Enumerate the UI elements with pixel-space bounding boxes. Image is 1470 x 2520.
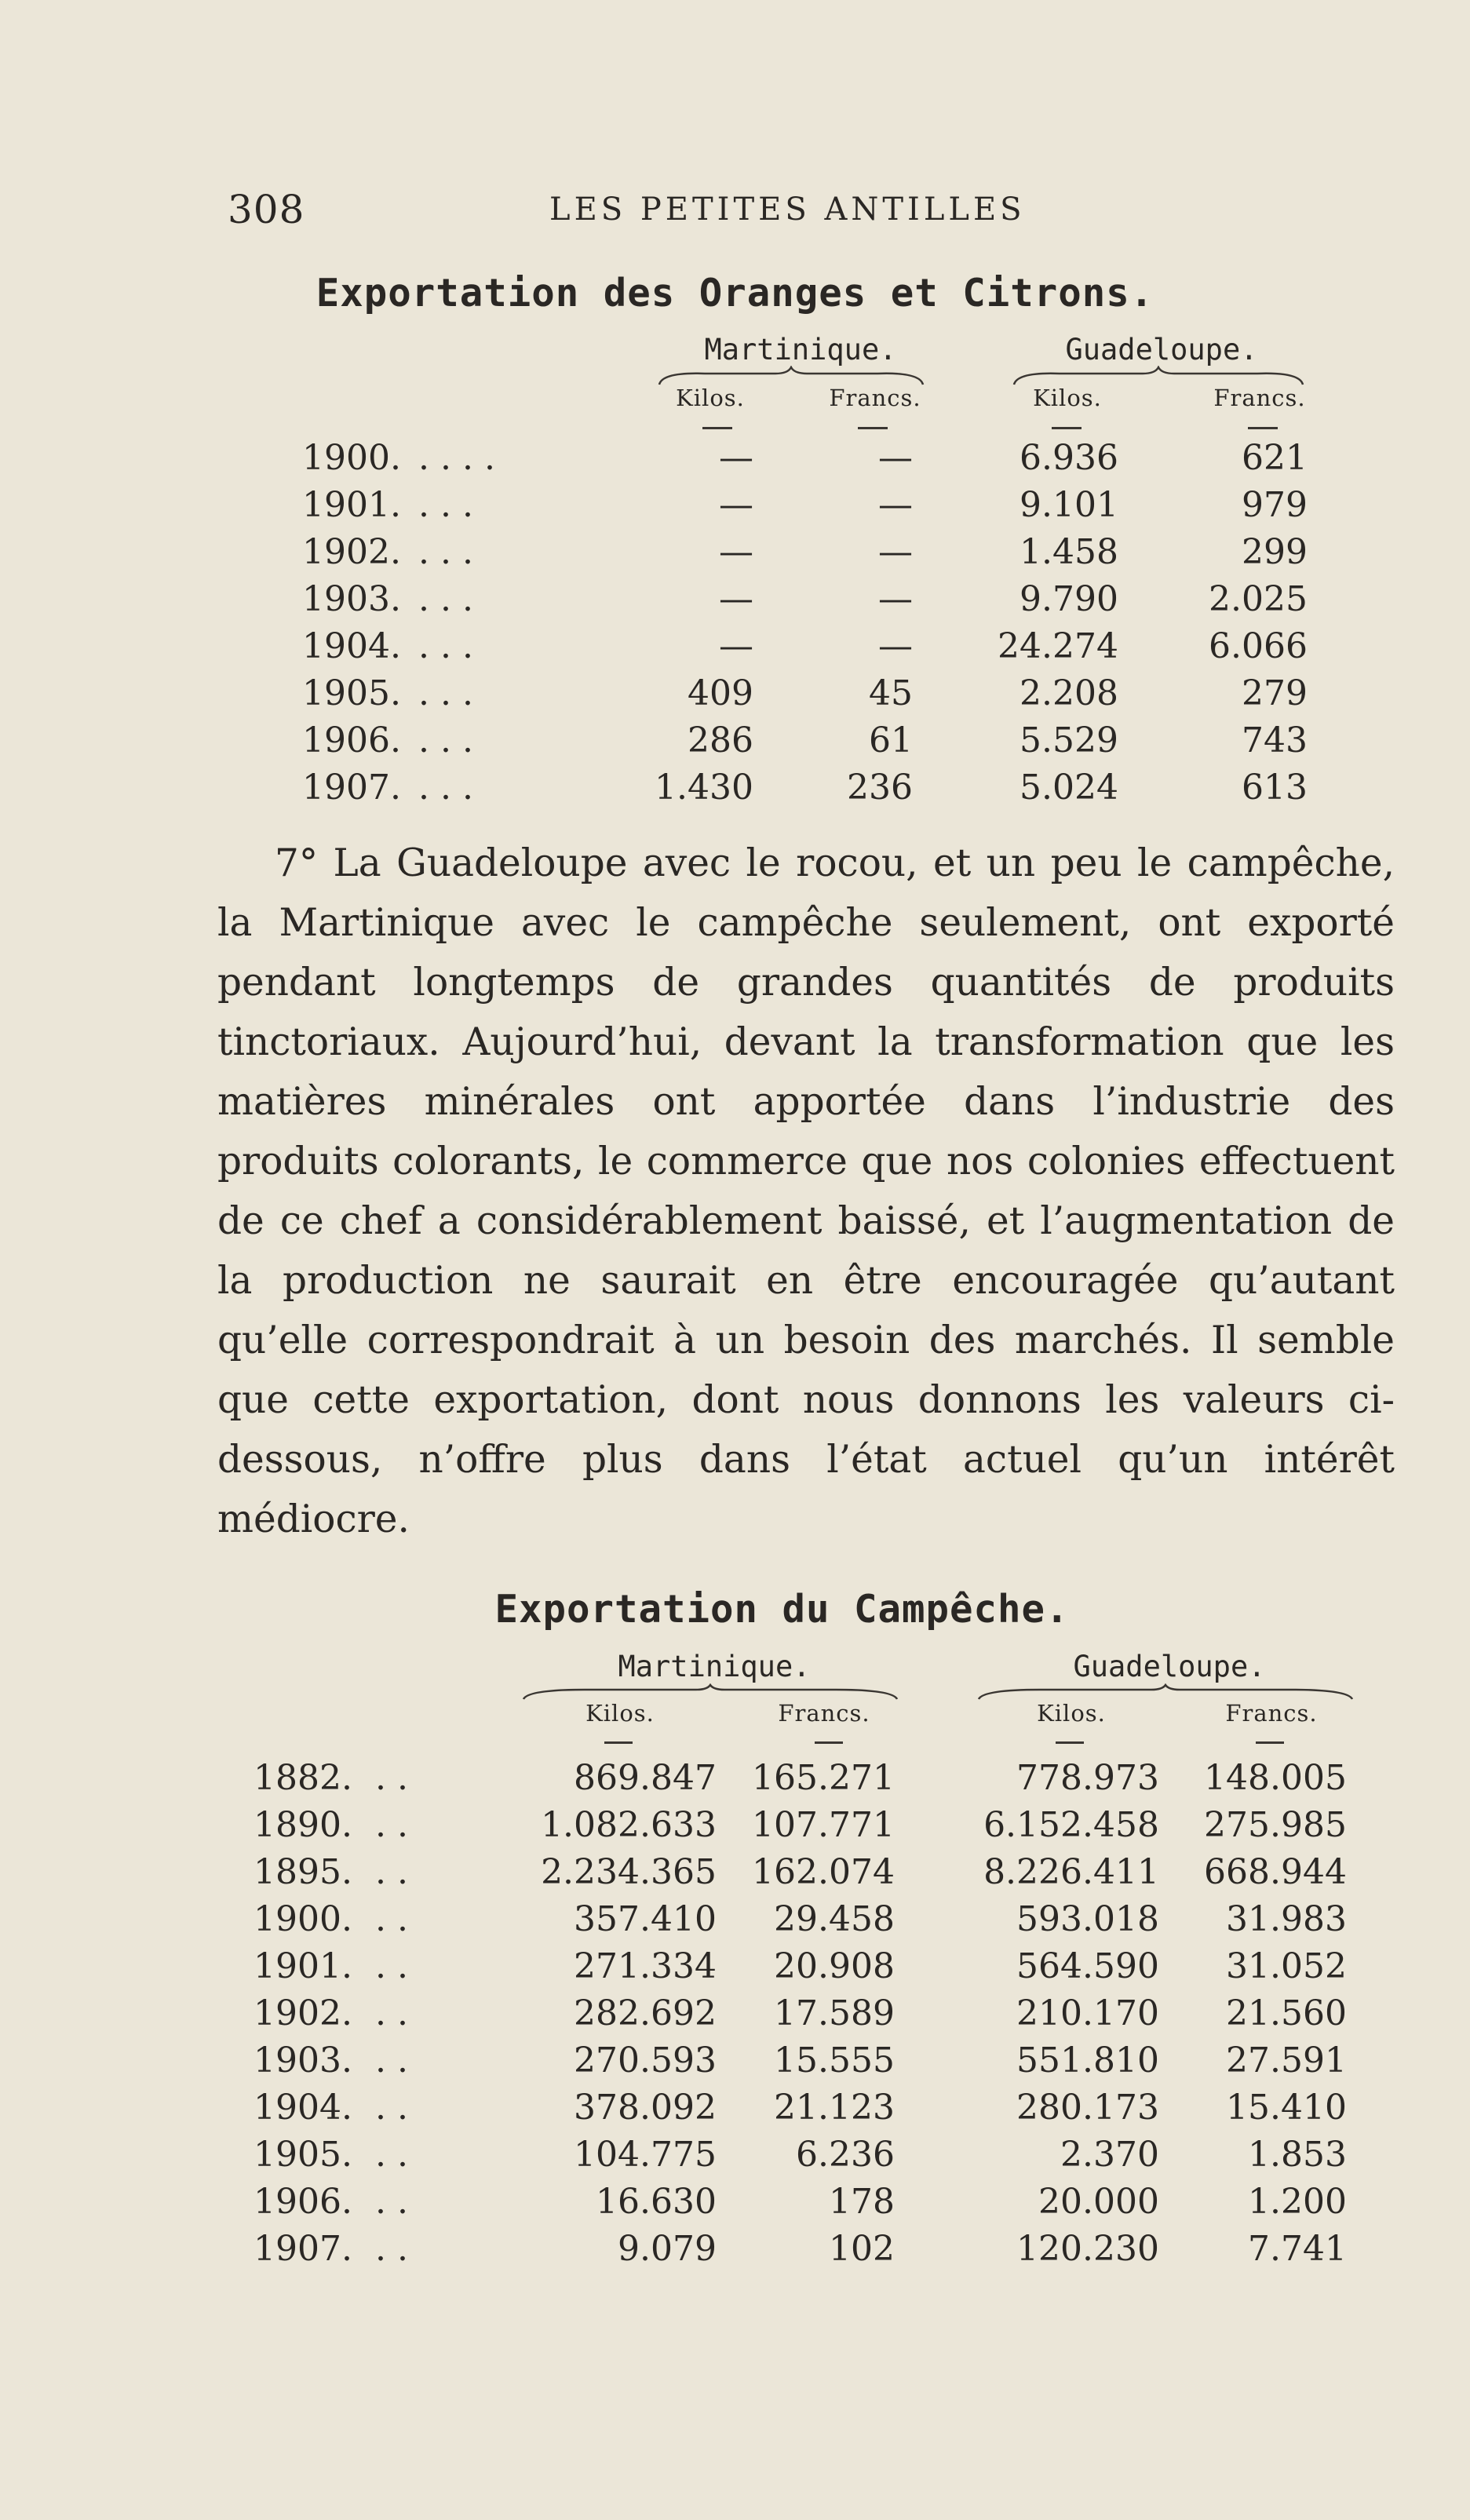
table-cell-year: 1900. <box>254 1899 352 1939</box>
table-cell-guadeloupe-francs: 613 <box>1242 768 1308 808</box>
table-row <box>0 1758 1470 1805</box>
table-row <box>0 2135 1470 2182</box>
table-cell-martinique-francs: 15.555 <box>774 2040 895 2081</box>
table1-body <box>0 438 1470 815</box>
table-cell-dots: .. <box>375 2182 419 2222</box>
table-cell-dots: ... <box>418 673 484 713</box>
table1-unit-guadeloupe-francs: Francs. <box>1213 385 1306 411</box>
table-row <box>0 1852 1470 1899</box>
table-cell-guadeloupe-francs: 621 <box>1242 438 1308 478</box>
table-cell-martinique-kilos: — <box>719 532 753 572</box>
table1-title: Exportation des Oranges et Citrons. <box>316 271 1154 315</box>
table-cell-guadeloupe-francs: 27.591 <box>1226 2040 1347 2081</box>
page-number: 308 <box>228 187 305 232</box>
table-cell-guadeloupe-francs: 279 <box>1242 673 1308 713</box>
table-row <box>0 1946 1470 1993</box>
table-cell-martinique-francs: — <box>878 532 913 572</box>
table1-rule-mf <box>858 427 888 429</box>
table-cell-martinique-francs: 236 <box>847 768 913 808</box>
table-cell-guadeloupe-kilos: 564.590 <box>1016 1946 1159 1986</box>
table-cell-guadeloupe-francs: 31.052 <box>1226 1946 1347 1986</box>
table-cell-dots: ... <box>418 579 484 619</box>
table-cell-dots: .. <box>375 1805 419 1845</box>
table2-colony-guadeloupe: Guadeloupe. <box>1073 1650 1266 1683</box>
table-cell-guadeloupe-kilos: 5.529 <box>1020 720 1118 760</box>
table-cell-guadeloupe-kilos: 20.000 <box>1038 2182 1159 2222</box>
table-cell-guadeloupe-kilos: 120.230 <box>1016 2229 1159 2269</box>
table-cell-guadeloupe-francs: 7.741 <box>1248 2229 1347 2269</box>
table-cell-dots: ... <box>418 532 484 572</box>
table-cell-martinique-francs: 21.123 <box>774 2088 895 2128</box>
table-cell-year: 1907. <box>302 768 401 808</box>
table-cell-martinique-francs: 29.458 <box>774 1899 895 1939</box>
running-head <box>228 187 1122 242</box>
table-cell-martinique-kilos: — <box>719 485 753 525</box>
table-cell-guadeloupe-kilos: 778.973 <box>1016 1758 1159 1798</box>
table-cell-guadeloupe-francs: 275.985 <box>1204 1805 1347 1845</box>
table-cell-dots: ... <box>418 720 484 760</box>
table-cell-martinique-kilos: — <box>719 438 753 478</box>
table-row <box>0 673 1470 720</box>
table2-rule-gk <box>1056 1741 1084 1744</box>
table-cell-dots: .... <box>418 438 506 478</box>
table-cell-martinique-francs: 20.908 <box>774 1946 895 1986</box>
table-cell-guadeloupe-kilos: 24.274 <box>998 626 1118 666</box>
table-cell-martinique-francs: 61 <box>869 720 913 760</box>
table-row <box>0 532 1470 579</box>
table-cell-dots: .. <box>375 1899 419 1939</box>
table-cell-year: 1905. <box>302 673 401 713</box>
table-cell-martinique-francs: — <box>878 485 913 525</box>
table-cell-guadeloupe-francs: 31.983 <box>1226 1899 1347 1939</box>
table2-unit-guadeloupe-kilos: Kilos. <box>1037 1700 1106 1727</box>
table1-rule-mk <box>702 427 732 429</box>
table-cell-martinique-kilos: 286 <box>688 720 753 760</box>
table-cell-year: 1904. <box>302 626 401 666</box>
table-cell-dots: .. <box>375 2135 419 2175</box>
table-cell-year: 1907. <box>254 2229 352 2269</box>
table-cell-year: 1906. <box>254 2182 352 2222</box>
table-cell-guadeloupe-kilos: 551.810 <box>1016 2040 1159 2081</box>
table-row <box>0 2182 1470 2229</box>
table-row <box>0 2040 1470 2088</box>
table-row <box>0 1899 1470 1946</box>
table-cell-guadeloupe-kilos: 9.101 <box>1020 485 1118 525</box>
table-cell-martinique-kilos: 1.430 <box>655 768 753 808</box>
table-row <box>0 1993 1470 2040</box>
table-cell-martinique-kilos: 1.082.633 <box>541 1805 717 1845</box>
table-cell-martinique-francs: 45 <box>869 673 913 713</box>
table-cell-guadeloupe-francs: 148.005 <box>1204 1758 1347 1798</box>
table-row <box>0 2229 1470 2276</box>
table-cell-guadeloupe-francs: 2.025 <box>1209 579 1308 619</box>
table-cell-year: 1895. <box>254 1852 352 1892</box>
table-cell-year: 1900. <box>302 438 401 478</box>
table-cell-martinique-francs: 17.589 <box>774 1993 895 2033</box>
table-cell-dots: .. <box>375 1758 419 1798</box>
table1-colony-martinique: Martinique. <box>704 333 897 367</box>
table-cell-year: 1902. <box>254 1993 352 2033</box>
table-row <box>0 626 1470 673</box>
table-cell-guadeloupe-francs: 1.200 <box>1248 2182 1347 2222</box>
table-cell-martinique-kilos: 282.692 <box>574 1993 717 2033</box>
table-cell-martinique-francs: 102 <box>829 2229 895 2269</box>
table-cell-year: 1901. <box>302 485 401 525</box>
table2-unit-guadeloupe-francs: Francs. <box>1225 1700 1318 1727</box>
table-cell-martinique-francs: — <box>878 626 913 666</box>
table-cell-dots: ... <box>418 485 484 525</box>
table-cell-dots: .. <box>375 1946 419 1986</box>
table-cell-year: 1903. <box>254 2040 352 2081</box>
table-cell-martinique-kilos: 409 <box>688 673 753 713</box>
table-cell-martinique-kilos: 271.334 <box>574 1946 717 1986</box>
table-cell-martinique-kilos: 16.630 <box>596 2182 717 2222</box>
table-cell-martinique-kilos: 357.410 <box>574 1899 717 1939</box>
table-cell-martinique-kilos: — <box>719 579 753 619</box>
table2-colony-martinique: Martinique. <box>618 1650 811 1683</box>
table-cell-year: 1890. <box>254 1805 352 1845</box>
table2-rule-gf <box>1256 1741 1284 1744</box>
table-cell-dots: .. <box>375 2040 419 2081</box>
table-cell-martinique-kilos: 869.847 <box>574 1758 717 1798</box>
table-row <box>0 438 1470 485</box>
table-cell-martinique-francs: 165.271 <box>752 1758 895 1798</box>
table-cell-guadeloupe-kilos: 8.226.411 <box>983 1852 1159 1892</box>
table2-rule-mk <box>604 1741 633 1744</box>
table2-unit-martinique-kilos: Kilos. <box>585 1700 655 1727</box>
table-cell-guadeloupe-kilos: 280.173 <box>1016 2088 1159 2128</box>
table-row <box>0 720 1470 768</box>
table1-unit-martinique-francs: Francs. <box>829 385 921 411</box>
table-cell-dots: .. <box>375 2229 419 2269</box>
table-cell-guadeloupe-kilos: 210.170 <box>1016 1993 1159 2033</box>
table-cell-martinique-kilos: 270.593 <box>574 2040 717 2081</box>
table2-body <box>0 1758 1470 2276</box>
table-row <box>0 768 1470 815</box>
table-row <box>0 485 1470 532</box>
table-cell-guadeloupe-francs: 15.410 <box>1226 2088 1347 2128</box>
table-cell-guadeloupe-francs: 668.944 <box>1204 1852 1347 1892</box>
table-cell-guadeloupe-kilos: 9.790 <box>1020 579 1118 619</box>
table-cell-martinique-kilos: — <box>719 626 753 666</box>
table-cell-martinique-francs: — <box>878 438 913 478</box>
running-title: LES PETITES ANTILLES <box>549 191 1026 228</box>
table-cell-dots: .. <box>375 2088 419 2128</box>
table-cell-guadeloupe-kilos: 6.936 <box>1020 438 1118 478</box>
table-cell-year: 1906. <box>302 720 401 760</box>
table1-rule-gk <box>1052 427 1082 429</box>
table-cell-guadeloupe-kilos: 2.370 <box>1060 2135 1159 2175</box>
table-cell-dots: .. <box>375 1852 419 1892</box>
table-cell-guadeloupe-francs: 979 <box>1242 485 1308 525</box>
table-cell-martinique-kilos: 2.234.365 <box>541 1852 717 1892</box>
table-cell-guadeloupe-francs: 743 <box>1242 720 1308 760</box>
table-cell-martinique-francs: — <box>878 579 913 619</box>
body-paragraph: 7° La Guadeloupe avec le rocou, et un peu le campêche, la Martinique avec le campêche seulement, ont exporté pendant longtemps de grandes quantités de produits tinctoriaux. Aujourd’hui, devant la transformation que les matières minérales ont apportée dans l’industrie des produits colorants, le commerce que nos colonies effectuent de ce chef a considérablement baissé, et l’augmentation de la production ne saurait en être encouragée qu’autant qu’elle correspondrait à un besoin des marchés. Il semble que cette exportation, dont nous donnons les valeurs ci-dessous, n’offre plus dans l’état actuel qu’un intérêt médiocre. <box>217 841 1395 1541</box>
table-row <box>0 579 1470 626</box>
table-cell-martinique-francs: 178 <box>829 2182 895 2222</box>
table-cell-guadeloupe-francs: 6.066 <box>1209 626 1308 666</box>
table-cell-guadeloupe-francs: 1.853 <box>1248 2135 1347 2175</box>
table-cell-year: 1902. <box>302 532 401 572</box>
table-cell-dots: ... <box>418 626 484 666</box>
table-cell-year: 1904. <box>254 2088 352 2128</box>
table1-unit-martinique-kilos: Kilos. <box>676 385 745 411</box>
table-cell-year: 1905. <box>254 2135 352 2175</box>
table-cell-martinique-francs: 107.771 <box>752 1805 895 1845</box>
table-cell-martinique-francs: 162.074 <box>752 1852 895 1892</box>
table1-colony-guadeloupe: Guadeloupe. <box>1065 333 1258 367</box>
table-cell-guadeloupe-kilos: 593.018 <box>1016 1899 1159 1939</box>
table-cell-dots: .. <box>375 1993 419 2033</box>
table-cell-martinique-francs: 6.236 <box>796 2135 895 2175</box>
table-row <box>0 2088 1470 2135</box>
table-cell-guadeloupe-francs: 21.560 <box>1226 1993 1347 2033</box>
table1-unit-guadeloupe-kilos: Kilos. <box>1033 385 1102 411</box>
table2-title: Exportation du Campêche. <box>494 1587 1070 1632</box>
table-cell-martinique-kilos: 104.775 <box>574 2135 717 2175</box>
table-cell-guadeloupe-kilos: 6.152.458 <box>983 1805 1159 1845</box>
table-cell-year: 1882. <box>254 1758 352 1798</box>
table1-rule-gf <box>1248 427 1278 429</box>
table2-unit-martinique-francs: Francs. <box>778 1700 870 1727</box>
table-cell-guadeloupe-kilos: 2.208 <box>1020 673 1118 713</box>
table-cell-guadeloupe-kilos: 1.458 <box>1020 532 1118 572</box>
table-cell-year: 1901. <box>254 1946 352 1986</box>
table-cell-guadeloupe-kilos: 5.024 <box>1020 768 1118 808</box>
table-cell-year: 1903. <box>302 579 401 619</box>
table-cell-guadeloupe-francs: 299 <box>1242 532 1308 572</box>
table-cell-martinique-kilos: 378.092 <box>574 2088 717 2128</box>
table-cell-dots: ... <box>418 768 484 808</box>
table2-rule-mf <box>815 1741 843 1744</box>
table-row <box>0 1805 1470 1852</box>
table-cell-martinique-kilos: 9.079 <box>618 2229 717 2269</box>
